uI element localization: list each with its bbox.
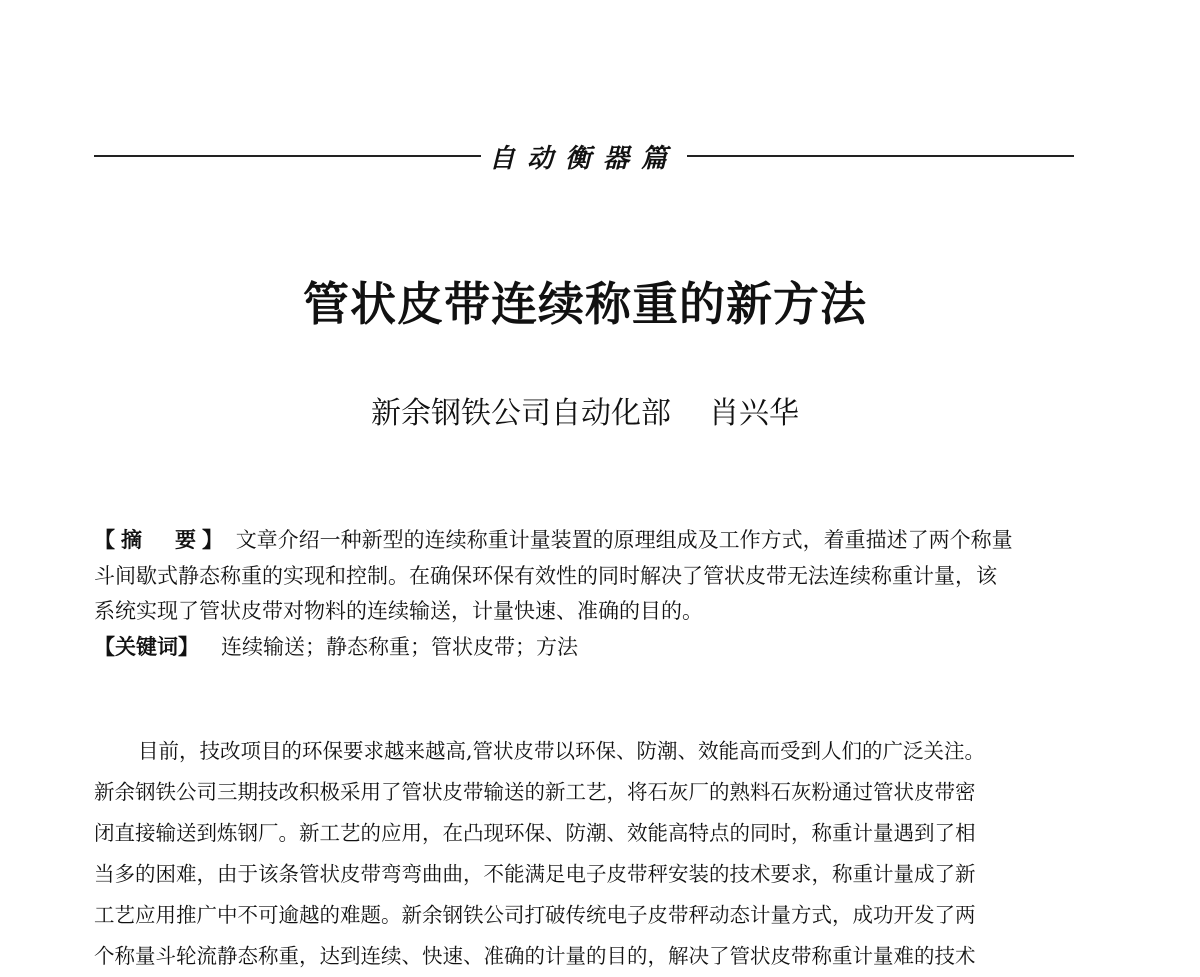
- body-line: 个称量斗轮流静态称重，达到连续、快速、准确的计量的目的，解决了管状皮带称重计量难的技术: [94, 944, 976, 968]
- body-text: [94, 731, 1084, 977]
- header-rule-left: [94, 155, 481, 157]
- body-line: 目前，技改项目的环保要求越来越高,管状皮带以环保、防潮、效能高而受到人们的广泛关注。: [138, 739, 986, 763]
- abstract-line: [94, 523, 1084, 559]
- abstract-block: [94, 523, 1084, 665]
- author-affiliation: 新余钢铁公司自动化部: [371, 396, 671, 431]
- section-header-label: 自动衡器篇: [489, 143, 680, 174]
- keywords-line: [94, 630, 1084, 666]
- article-title: 管状皮带连续称重的新方法: [303, 277, 867, 331]
- abstract-line: 系统实现了管状皮带对物料的连续输送，计量快速、准确的目的。: [94, 599, 703, 623]
- body-line: 闭直接输送到炼钢厂。新工艺的应用，在凸现环保、防潮、效能高特点的同时，称重计量遇到了相: [94, 821, 976, 845]
- body-line: 当多的困难，由于该条管状皮带弯弯曲曲，不能满足电子皮带秤安装的技术要求，称重计量成了新: [94, 862, 976, 886]
- abstract-line: 斗间歇式静态称重的实现和控制。在确保环保有效性的同时解决了管状皮带无法连续称重计量，该: [94, 563, 997, 588]
- keywords-label: 【关键词】: [94, 634, 199, 659]
- author-name: 肖兴华: [709, 396, 799, 431]
- section-header: [94, 136, 1074, 176]
- keywords-text: 连续输送；静态称重；管状皮带；方法: [221, 634, 578, 659]
- abstract-text: 文章介绍一种新型的连续称重计量装置的原理组成及工作方式，着重描述了两个称量: [235, 528, 1013, 552]
- header-rule-right: [687, 155, 1074, 157]
- byline: [0, 388, 1170, 432]
- body-line: 工艺应用推广中不可逾越的难题。新余钢铁公司打破传统电子皮带秤动态计量方式，成功开发了两: [94, 903, 976, 927]
- abstract-label: 【摘 要】: [94, 528, 229, 552]
- body-line: 新余钢铁公司三期技改积极采用了管状皮带输送的新工艺，将石灰厂的熟料石灰粉通过管状皮带密: [94, 780, 976, 804]
